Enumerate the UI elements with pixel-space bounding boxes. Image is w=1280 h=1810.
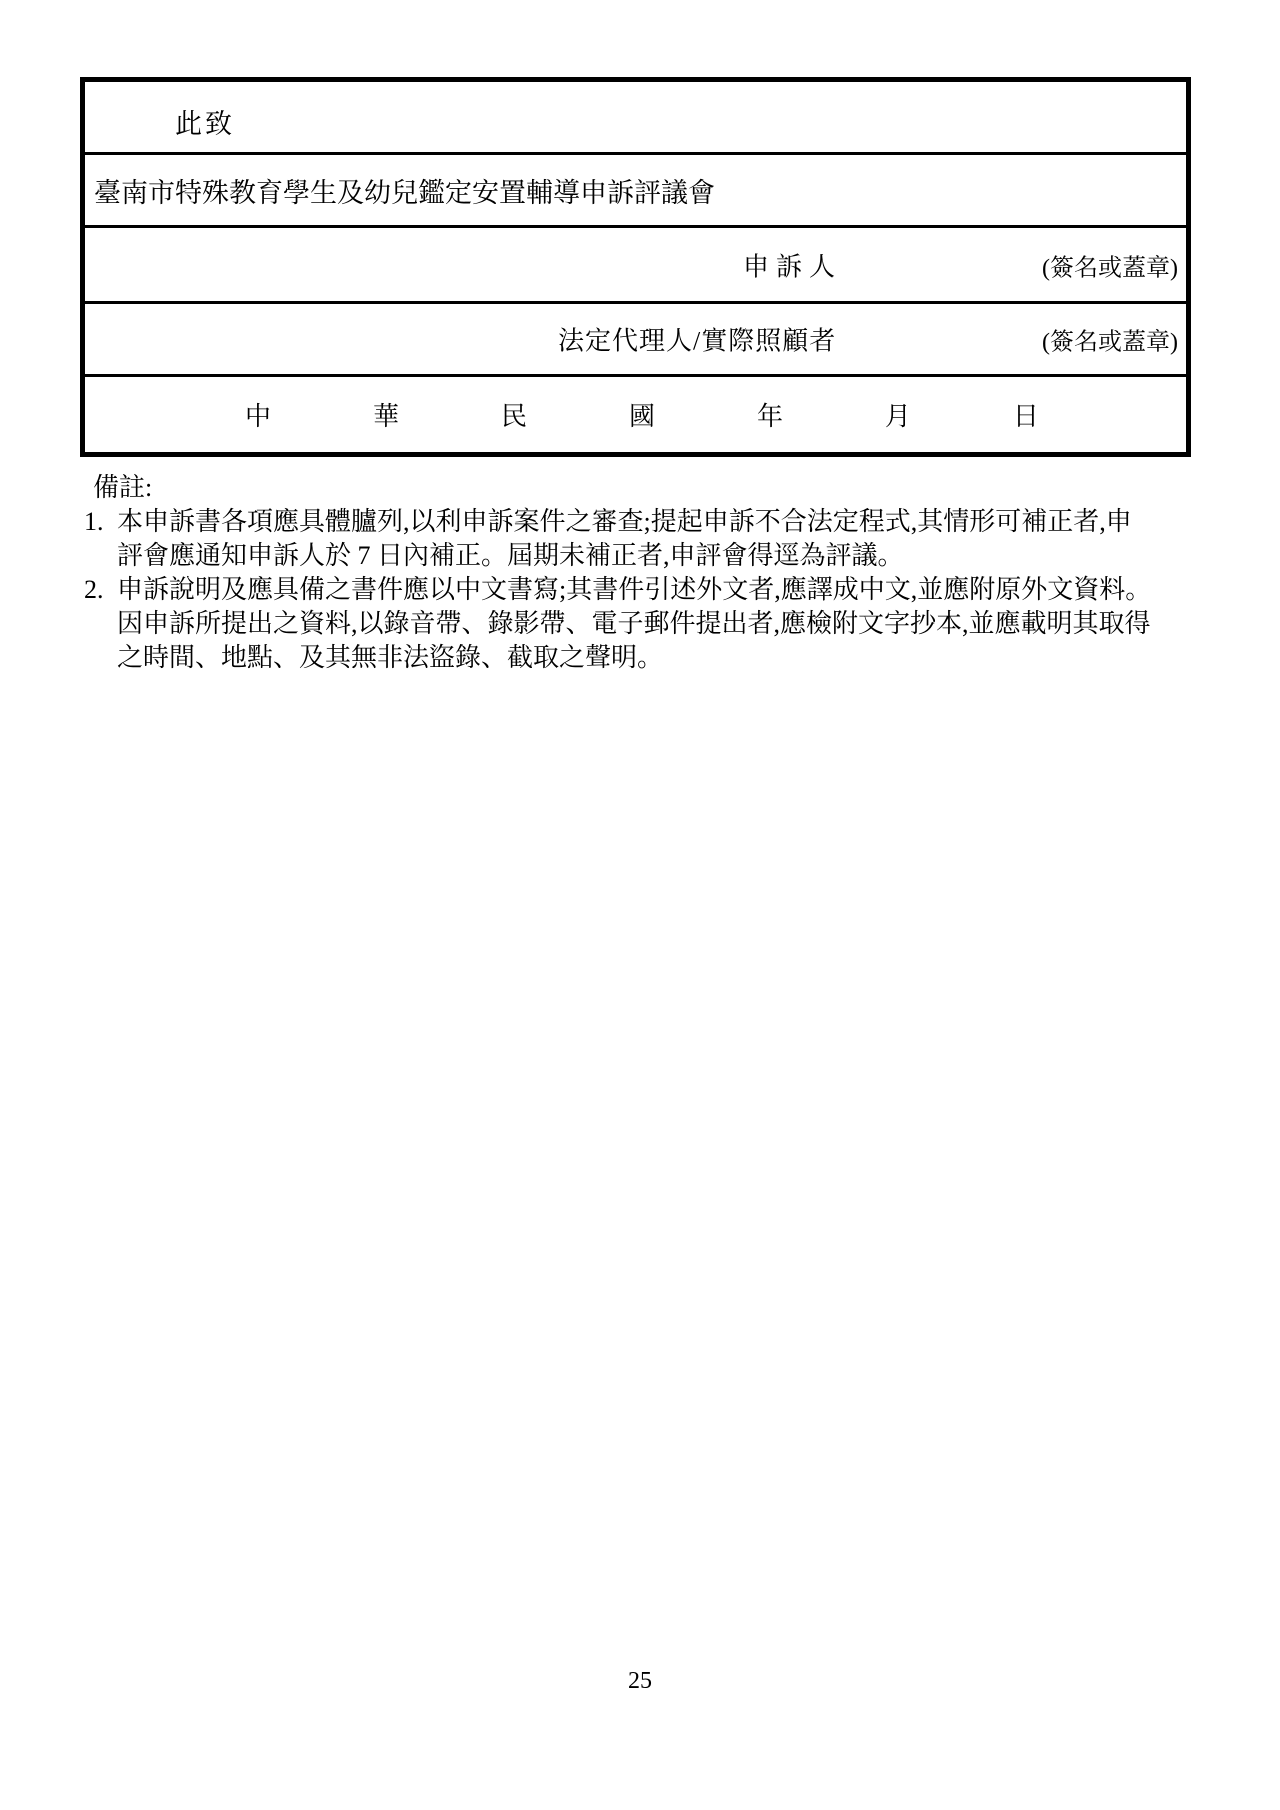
- note-item-1: [84, 505, 1224, 573]
- date-char-hua: 華: [372, 402, 399, 431]
- committee-name: 臺南市特殊教育學生及幼兒鑑定安置輔導申訴評議會: [94, 177, 715, 208]
- date-char-day: 日: [1012, 402, 1039, 431]
- guardian-label: 法定代理人/實際照顧者: [558, 326, 837, 356]
- guardian-sign-or-seal-note: (簽名或蓋章): [1042, 329, 1178, 356]
- appellant-signature-row: [85, 225, 1186, 301]
- addressee-row: [85, 82, 1186, 152]
- roc-date-row: [85, 374, 1186, 452]
- addressee-intro: 此致: [175, 108, 235, 139]
- date-char-min: 民: [500, 402, 527, 431]
- note-item-2: [84, 573, 1224, 675]
- date-char-guo: 國: [628, 402, 655, 431]
- page-number: 25: [628, 1668, 652, 1694]
- notes-heading: 備註:: [93, 473, 153, 502]
- date-char-month: 月: [884, 402, 911, 431]
- appellant-sign-or-seal-note: (簽名或蓋章): [1042, 255, 1178, 281]
- note-line: 本申訴書各項應具體臚列,以利申訴案件之審查;提起申訴不合法定程式,其情形可補正者,申: [117, 507, 1132, 536]
- note-number: 2.: [84, 575, 104, 604]
- note-line: 之時間、地點、及其無非法盜錄、截取之聲明。: [117, 643, 664, 672]
- note-number: 1.: [84, 507, 104, 536]
- notes-section: [84, 471, 1224, 675]
- note-line: 申訴說明及應具備之書件應以中文書寫;其書件引述外文者,應譯成中文,並應附原外文資料。: [117, 575, 1152, 604]
- note-line: 評會應通知申訴人於 7 日內補正。屆期未補正者,申評會得逕為評議。: [117, 541, 904, 570]
- appellant-label: 申訴人: [743, 252, 843, 281]
- date-char-zhong: 中: [245, 402, 272, 431]
- date-char-year: 年: [756, 402, 783, 431]
- signature-table: [80, 77, 1191, 457]
- note-line: 因申訴所提出之資料,以錄音帶、錄影帶、電子郵件提出者,應檢附文字抄本,並應載明其取得: [117, 609, 1151, 638]
- committee-row: [85, 152, 1186, 225]
- guardian-signature-row: [85, 301, 1186, 374]
